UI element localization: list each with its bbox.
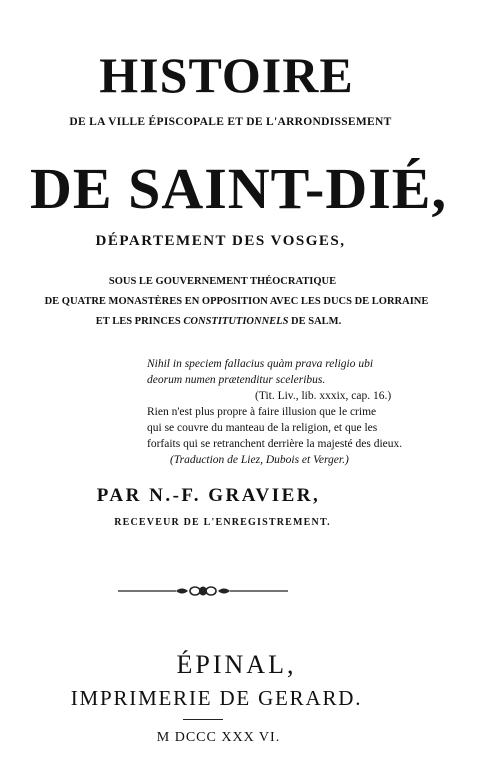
city-title: DE SAINT-DIÉ, [30,156,447,221]
imprint-place: ÉPINAL, [176,650,297,679]
epigraph-reference: (Tit. Liv., lib. xxxix, cap. 16.) [255,390,392,402]
epigraph-latin-line-1: Nihil in speciem fallacius quàm prava religio ubi [147,358,374,370]
book-title: HISTOIRE [99,47,354,103]
government-line-3-italic: CONSTITUTIONNELS [183,316,289,327]
government-line-2: DE QUATRE MONASTÈRES EN OPPOSITION AVEC LES DUCS DE LORRAINE [44,296,429,307]
book-subtitle: DE LA VILLE ÉPISCOPALE ET DE L'ARRONDISSEMENT [69,116,392,128]
author-role: RECEVEUR DE L'ENREGISTREMENT. [114,517,331,528]
department-line: DÉPARTEMENT DES VOSGES, [95,233,346,249]
ornamental-divider-icon [118,584,288,598]
government-line-3 [0,317,457,328]
epigraph-latin [147,356,417,388]
imprint-printer: IMPRIMERIE DE GERARD. [70,686,363,710]
imprint-rule [183,719,223,720]
epigraph-french-line-1: Rien n'est plus propre à faire illusion que le crime [147,406,377,418]
author-byline: PAR N.-F. GRAVIER, [96,485,321,506]
government-line-1: SOUS LE GOUVERNEMENT THÉOCRATIQUE [108,276,337,287]
epigraph-french-line-2: qui se couvre du manteau de la religion, et que les [147,422,378,434]
imprint-year: M DCCC XXX VI. [156,730,281,745]
government-line-3-suffix: DE SALM. [288,316,342,327]
epigraph-french [147,404,417,452]
government-line-3-prefix: ET LES PRINCES [95,316,184,327]
epigraph-latin-line-2: deorum numen prætenditur sceleribus. [147,374,326,386]
epigraph-translation: (Traduction de Liez, Dubois et Verger.) [170,454,349,466]
epigraph-french-line-3: forfaits qui se retranchent derrière la majesté des dieux. [147,438,403,450]
